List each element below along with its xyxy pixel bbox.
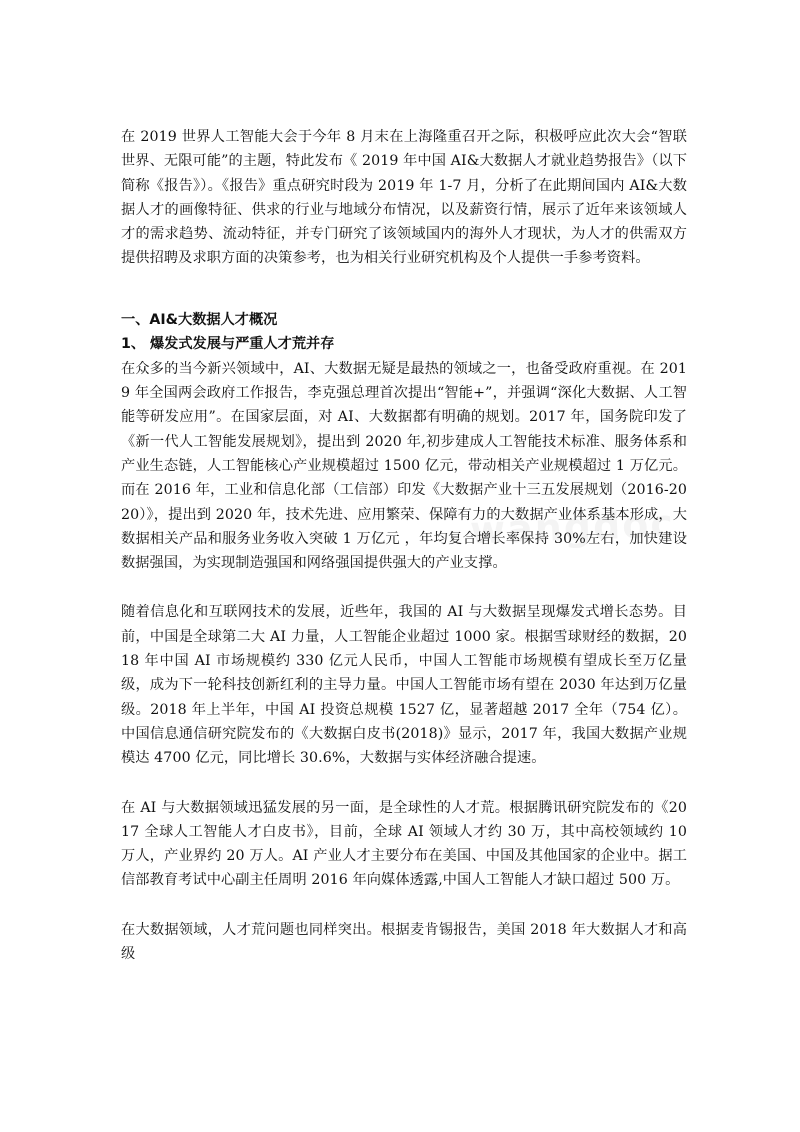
document-content [121,125,687,966]
spacer [121,575,687,600]
spacer [121,771,687,796]
spacer [121,893,687,918]
paragraph-3: 在 AI 与大数据领域迅猛发展的另一面，是全球性的人才荒。根据腾讯研究院发布的《2017 全球人工智能人才白皮书》，目前，全球 AI 领域人才约 30 万，其中高校领域约 10 万人，产业界约 20 万人。AI 产业人才主要分布在美国、中国及其他国家的企业中。据工信部教育考试中心副主任周明 2016 年向媒体透露,中国人工智能人才缺口超过 500 万。 [121,799,687,889]
subsection-heading: 1、 爆发式发展与严重人才荒并存 [121,335,335,352]
paragraph-1: 在众多的当今新兴领域中，AI、大数据无疑是最热的领域之一，也备受政府重视。在 2019 年全国两会政府工作报告，李克强总理首次提出“智能+”，并强调“深化大数据、人工智能等研发应用”。在国家层面，对 AI、大数据都有明确的规划。2017 年，国务院印发了《新一代人工智能发展规划》，提出到 2020 年,初步建成人工智能技术标准、服务体系和产业生态链，人工智能核心产业规模超过 1500 亿元，带动相关产业规模超过 1 万亿元。而在 2016 年，工业和信息化部（工信部）印发《大数据产业十三五发展规划（2016-2020）》，提出到 2020 年，技术先进、应用繁荣、保障有力的大数据产业体系基本形成，大数据相关产品和服务业务收入突破 1 万亿元 ，年均复合增长率保持 30%左右，加快建设数据强国，为实现制造强国和网络强国提供强大的产业支撑。 [121,360,687,572]
spacer [121,271,687,309]
intro-paragraph: 在 2019 世界人工智能大会于今年 8 月末在上海隆重召开之际，积极呼应此次大会“智联世界、无限可能”的主题，特此发布《 2019 年中国 AI&大数据人才就业趋势报告》（以下简称《报告》）。《报告》重点研究时段为 2019 年 1-7 月，分析了在此期间国内 AI&大数据人才的画像特征、供求的行业与地域分布情况，以及薪资行情，展示了近年来该领域人才的需求趋势、流动特征，并专门研究了该领域国内的海外人才现状，为人才的供需双方提供招聘及求职方面的决策参考，也为相关行业研究机构及个人提供一手参考资料。 [121,129,687,267]
paragraph-4: 在大数据领域，人才荒问题也同样突出。根据麦肯锡报告，美国 2018 年大数据人才和高级 [121,921,687,963]
paragraph-2: 随着信息化和互联网技术的发展，近些年，我国的 AI 与大数据呈现爆发式增长态势。目前，中国是全球第二大 AI 力量，人工智能企业超过 1000 家。根据雪球财经的数据，2018 年中国 AI 市场规模约 330 亿元人民币，中国人工智能市场规模有望成长至万亿量级，成为下一轮科技创新红利的主导力量。中国人工智能市场有望在 2030 年达到万亿量级。2018 年上半年，中国 AI 投资总规模 1527 亿，显著超越 2017 全年（754 亿）。中国信息通信研究院发布的《大数据白皮书(2018)》显示，2017 年，我国大数据产业规模达 4700 亿元，同比增长 30.6%，大数据与实体经济融合提速。 [121,604,687,767]
section-heading: 一、AI&大数据人才概况 [121,311,278,328]
